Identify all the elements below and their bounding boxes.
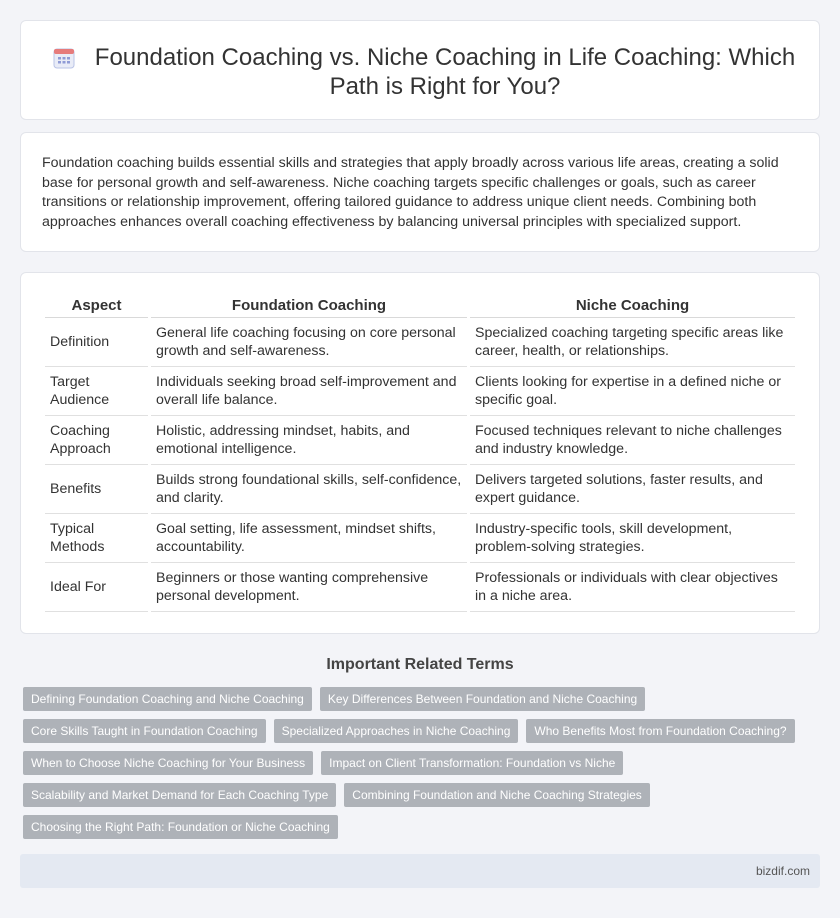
comparison-card — [20, 272, 820, 634]
row-niche: Focused techniques relevant to niche challenges and industry knowledge. — [470, 416, 795, 465]
tag-row — [23, 719, 813, 743]
row-foundation: Builds strong foundational skills, self-confidence, and clarity. — [151, 465, 467, 514]
table-row — [45, 367, 795, 416]
row-niche: Specialized coaching targeting specific areas like career, health, or relationships. — [470, 318, 795, 367]
row-aspect: Definition — [45, 318, 148, 367]
row-foundation: Goal setting, life assessment, mindset shifts, accountability. — [151, 514, 467, 563]
table-row — [45, 318, 795, 367]
tag-row — [23, 751, 813, 775]
intro-card — [20, 132, 820, 252]
related-term-tag[interactable]: Who Benefits Most from Foundation Coaching? — [526, 719, 794, 743]
row-niche: Clients looking for expertise in a defined niche or specific goal. — [470, 367, 795, 416]
row-niche: Professionals or individuals with clear objectives in a niche area. — [470, 563, 795, 612]
row-foundation: Beginners or those wanting comprehensive personal development. — [151, 563, 467, 612]
related-term-tag[interactable]: When to Choose Niche Coaching for Your Business — [23, 751, 313, 775]
header-niche: Niche Coaching — [470, 294, 795, 318]
tag-row — [23, 783, 813, 807]
row-foundation: Holistic, addressing mindset, habits, and emotional intelligence. — [151, 416, 467, 465]
related-term-tag[interactable]: Scalability and Market Demand for Each Coaching Type — [23, 783, 336, 807]
header-aspect: Aspect — [45, 294, 148, 318]
row-foundation: General life coaching focusing on core personal growth and self-awareness. — [151, 318, 467, 367]
title-card — [20, 20, 820, 120]
related-term-tag[interactable]: Impact on Client Transformation: Foundation vs Niche — [321, 751, 623, 775]
related-terms-title: Important Related Terms — [326, 656, 514, 673]
intro-text: Foundation coaching builds essential skills and strategies that apply broadly across various life areas, creating a solid base for personal growth and self-awareness. Niche coaching targets specific challenges or goals, such as career transitions or relationship improvement, offering tailored guidance to address unique client needs. Combining both approaches enhances overall coaching effectiveness by balancing universal principles with specialized support. — [42, 155, 779, 230]
related-term-tag[interactable]: Key Differences Between Foundation and Niche Coaching — [320, 687, 645, 711]
footer — [20, 854, 820, 888]
header-foundation: Foundation Coaching — [151, 294, 467, 318]
title-wrap — [61, 43, 799, 101]
related-term-tag[interactable]: Core Skills Taught in Foundation Coaching — [23, 719, 266, 743]
table-row — [45, 465, 795, 514]
table-row — [45, 416, 795, 465]
row-foundation: Individuals seeking broad self-improvement and overall life balance. — [151, 367, 467, 416]
tag-row — [23, 687, 813, 711]
related-term-tag[interactable]: Defining Foundation Coaching and Niche Coaching — [23, 687, 312, 711]
row-aspect: Benefits — [45, 465, 148, 514]
table-row — [45, 514, 795, 563]
row-niche: Delivers targeted solutions, faster results, and expert guidance. — [470, 465, 795, 514]
row-aspect: Typical Methods — [45, 514, 148, 563]
related-term-tag[interactable]: Specialized Approaches in Niche Coaching — [274, 719, 519, 743]
tag-row — [23, 815, 813, 839]
row-niche: Industry-specific tools, skill development, problem-solving strategies. — [470, 514, 795, 563]
row-aspect: Coaching Approach — [45, 416, 148, 465]
related-terms-list — [23, 687, 813, 847]
related-term-tag[interactable]: Choosing the Right Path: Foundation or Niche Coaching — [23, 815, 338, 839]
row-aspect: Target Audience — [45, 367, 148, 416]
row-aspect: Ideal For — [45, 563, 148, 612]
footer-site[interactable]: bizdif.com — [755, 864, 810, 878]
related-term-tag[interactable]: Combining Foundation and Niche Coaching Strategies — [344, 783, 650, 807]
comparison-table — [42, 294, 798, 612]
table-header-row — [45, 294, 795, 318]
table-row — [45, 563, 795, 612]
page-title: Foundation Coaching vs. Niche Coaching in Life Coaching: Which Path is Right for You? — [94, 44, 796, 100]
